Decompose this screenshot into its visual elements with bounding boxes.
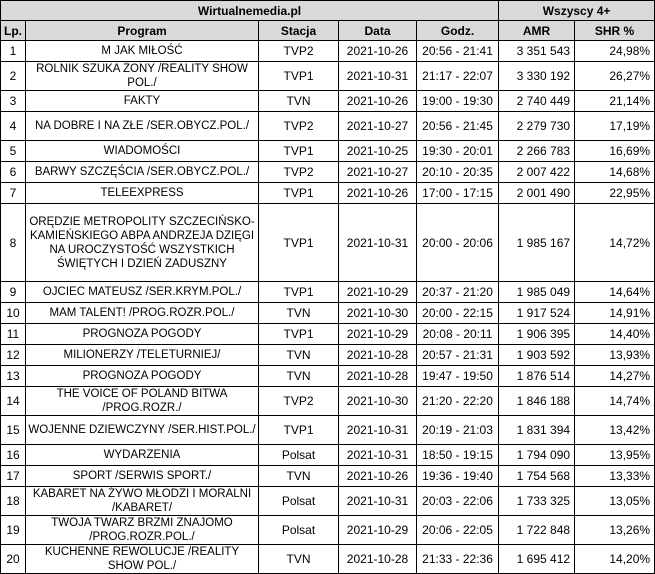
cell-program: WOJENNE DZIEWCZYNY /SER.HIST.POL./ (26, 416, 259, 445)
table-row (1, 345, 655, 366)
cell-data: 2021-10-27 (339, 112, 417, 141)
cell-lp: 20 (1, 545, 26, 574)
cell-lp: 17 (1, 466, 26, 487)
cell-lp: 16 (1, 445, 26, 466)
cell-program: PROGNOZA POGODY (26, 366, 259, 387)
cell-stacja: TVP1 (259, 204, 339, 282)
cell-data: 2021-10-30 (339, 303, 417, 324)
cell-program: ORĘDZIE METROPOLITY SZCZECIŃSKO-KAMIEŃSKIEGO ABPA ANDRZEJA DZIĘGI NA UROCZYSTOŚĆ WSZYSTKICH ŚWIĘTYCH I DZIEŃ ZADUSZNY (26, 204, 259, 282)
cell-amr: 2 001 490 (499, 183, 575, 204)
cell-shr: 13,93% (575, 345, 655, 366)
cell-amr: 2 266 783 (499, 141, 575, 162)
cell-shr: 14,72% (575, 204, 655, 282)
cell-data: 2021-10-28 (339, 345, 417, 366)
table-row (1, 387, 655, 416)
cell-stacja: TVP2 (259, 387, 339, 416)
cell-godz: 19:00 - 19:30 (417, 91, 499, 112)
cell-stacja: TVN (259, 303, 339, 324)
table-row (1, 324, 655, 345)
table-row (1, 204, 655, 282)
cell-godz: 21:20 - 22:20 (417, 387, 499, 416)
table-row (1, 282, 655, 303)
cell-shr: 13,05% (575, 487, 655, 516)
cell-stacja: TVN (259, 545, 339, 574)
table-row (1, 183, 655, 204)
cell-lp: 4 (1, 112, 26, 141)
cell-program: KABARET NA ŻYWO MŁODZI I MORALNI /KABARET/ (26, 487, 259, 516)
group-header: Wszyscy 4+ (499, 1, 655, 21)
cell-godz: 19:47 - 19:50 (417, 366, 499, 387)
cell-godz: 20:10 - 20:35 (417, 162, 499, 183)
cell-godz: 20:19 - 21:03 (417, 416, 499, 445)
table-body (1, 41, 655, 574)
cell-data: 2021-10-28 (339, 545, 417, 574)
cell-stacja: Polsat (259, 445, 339, 466)
cell-godz: 20:56 - 21:45 (417, 112, 499, 141)
cell-stacja: TVP1 (259, 282, 339, 303)
col-header-godz: Godz. (417, 21, 499, 41)
cell-data: 2021-10-31 (339, 204, 417, 282)
cell-amr: 2 740 449 (499, 91, 575, 112)
cell-stacja: TVN (259, 466, 339, 487)
cell-lp: 5 (1, 141, 26, 162)
cell-lp: 8 (1, 204, 26, 282)
cell-stacja: TVP1 (259, 324, 339, 345)
cell-data: 2021-10-31 (339, 487, 417, 516)
cell-shr: 13,26% (575, 516, 655, 545)
cell-program: OJCIEC MATEUSZ /SER.KRYM.POL./ (26, 282, 259, 303)
cell-lp: 14 (1, 387, 26, 416)
cell-data: 2021-10-29 (339, 282, 417, 303)
cell-data: 2021-10-27 (339, 162, 417, 183)
cell-stacja: TVP2 (259, 112, 339, 141)
col-header-lp: Lp. (1, 21, 26, 41)
cell-godz: 20:03 - 22:06 (417, 487, 499, 516)
cell-godz: 18:50 - 19:15 (417, 445, 499, 466)
cell-amr: 1 985 167 (499, 204, 575, 282)
cell-program: TELEEXPRESS (26, 183, 259, 204)
cell-lp: 18 (1, 487, 26, 516)
cell-godz: 20:57 - 21:31 (417, 345, 499, 366)
cell-data: 2021-10-30 (339, 387, 417, 416)
cell-lp: 11 (1, 324, 26, 345)
table-row (1, 112, 655, 141)
cell-data: 2021-10-31 (339, 445, 417, 466)
cell-data: 2021-10-26 (339, 466, 417, 487)
table-row (1, 41, 655, 62)
cell-amr: 3 351 543 (499, 41, 575, 62)
cell-data: 2021-10-29 (339, 516, 417, 545)
cell-lp: 10 (1, 303, 26, 324)
cell-shr: 17,19% (575, 112, 655, 141)
cell-program: KUCHENNE REWOLUCJE /REALITY SHOW POL./ (26, 545, 259, 574)
cell-data: 2021-10-31 (339, 416, 417, 445)
cell-shr: 14,40% (575, 324, 655, 345)
cell-program: BARWY SZCZĘŚCIA /SER.OBYCZ.POL./ (26, 162, 259, 183)
table-row (1, 303, 655, 324)
cell-godz: 20:56 - 21:41 (417, 41, 499, 62)
cell-program: TWOJA TWARZ BRZMI ZNAJOMO /PROG.ROZR.POL./ (26, 516, 259, 545)
cell-shr: 24,98% (575, 41, 655, 62)
cell-lp: 1 (1, 41, 26, 62)
cell-godz: 20:00 - 20:06 (417, 204, 499, 282)
cell-data: 2021-10-29 (339, 324, 417, 345)
cell-amr: 1 733 325 (499, 487, 575, 516)
table-row (1, 545, 655, 574)
col-header-amr: AMR (499, 21, 575, 41)
cell-amr: 2 279 730 (499, 112, 575, 141)
cell-stacja: TVP2 (259, 162, 339, 183)
cell-godz: 21:33 - 22:36 (417, 545, 499, 574)
table-row (1, 91, 655, 112)
cell-data: 2021-10-26 (339, 91, 417, 112)
cell-amr: 1 906 395 (499, 324, 575, 345)
cell-stacja: Polsat (259, 516, 339, 545)
cell-shr: 14,91% (575, 303, 655, 324)
table-row (1, 466, 655, 487)
table-row (1, 62, 655, 91)
cell-data: 2021-10-25 (339, 141, 417, 162)
cell-lp: 13 (1, 366, 26, 387)
cell-godz: 21:17 - 22:07 (417, 62, 499, 91)
cell-amr: 1 903 592 (499, 345, 575, 366)
cell-lp: 12 (1, 345, 26, 366)
cell-lp: 9 (1, 282, 26, 303)
cell-program: MILIONERZY /TELETURNIEJ/ (26, 345, 259, 366)
cell-amr: 1 917 524 (499, 303, 575, 324)
cell-amr: 1 794 090 (499, 445, 575, 466)
cell-stacja: TVP1 (259, 183, 339, 204)
cell-shr: 13,42% (575, 416, 655, 445)
header-row-top (1, 1, 655, 21)
cell-program: WYDARZENIA (26, 445, 259, 466)
table-row (1, 162, 655, 183)
col-header-program: Program (26, 21, 259, 41)
cell-lp: 15 (1, 416, 26, 445)
cell-shr: 13,33% (575, 466, 655, 487)
cell-amr: 1 831 394 (499, 416, 575, 445)
cell-stacja: Polsat (259, 487, 339, 516)
cell-program: SPORT /SERWIS SPORT./ (26, 466, 259, 487)
cell-stacja: TVP1 (259, 62, 339, 91)
cell-program: ROLNIK SZUKA ŻONY /REALITY SHOW POL./ (26, 62, 259, 91)
cell-stacja: TVN (259, 366, 339, 387)
cell-amr: 1 695 412 (499, 545, 575, 574)
cell-shr: 14,64% (575, 282, 655, 303)
cell-stacja: TVN (259, 91, 339, 112)
cell-stacja: TVP2 (259, 41, 339, 62)
cell-godz: 19:30 - 20:01 (417, 141, 499, 162)
cell-program: WIADOMOŚCI (26, 141, 259, 162)
table-row (1, 487, 655, 516)
cell-godz: 17:00 - 17:15 (417, 183, 499, 204)
cell-godz: 20:06 - 22:05 (417, 516, 499, 545)
cell-shr: 14,68% (575, 162, 655, 183)
cell-shr: 21,14% (575, 91, 655, 112)
col-header-data: Data (339, 21, 417, 41)
cell-data: 2021-10-28 (339, 366, 417, 387)
cell-shr: 26,27% (575, 62, 655, 91)
cell-amr: 1 722 848 (499, 516, 575, 545)
cell-program: THE VOICE OF POLAND BITWA /PROG.ROZR./ (26, 387, 259, 416)
cell-program: MAM TALENT! /PROG.ROZR.POL./ (26, 303, 259, 324)
table-row (1, 445, 655, 466)
cell-amr: 3 330 192 (499, 62, 575, 91)
cell-lp: 3 (1, 91, 26, 112)
cell-shr: 13,95% (575, 445, 655, 466)
cell-shr: 16,69% (575, 141, 655, 162)
cell-data: 2021-10-26 (339, 41, 417, 62)
cell-amr: 1 754 568 (499, 466, 575, 487)
cell-amr: 1 876 514 (499, 366, 575, 387)
cell-stacja: TVP1 (259, 416, 339, 445)
cell-shr: 14,74% (575, 387, 655, 416)
cell-program: M JAK MIŁOŚĆ (26, 41, 259, 62)
cell-amr: 1 985 049 (499, 282, 575, 303)
cell-shr: 22,95% (575, 183, 655, 204)
table-row (1, 516, 655, 545)
cell-godz: 20:08 - 20:11 (417, 324, 499, 345)
col-header-shr: SHR % (575, 21, 655, 41)
cell-shr: 14,27% (575, 366, 655, 387)
cell-amr: 1 846 188 (499, 387, 575, 416)
cell-program: NA DOBRE I NA ZŁE /SER.OBYCZ.POL./ (26, 112, 259, 141)
cell-stacja: TVN (259, 345, 339, 366)
cell-lp: 7 (1, 183, 26, 204)
table-row (1, 141, 655, 162)
cell-shr: 14,20% (575, 545, 655, 574)
header-row-columns (1, 21, 655, 41)
cell-data: 2021-10-26 (339, 183, 417, 204)
cell-data: 2021-10-31 (339, 62, 417, 91)
cell-godz: 20:00 - 22:15 (417, 303, 499, 324)
col-header-stacja: Stacja (259, 21, 339, 41)
cell-godz: 20:37 - 21:20 (417, 282, 499, 303)
table-row (1, 366, 655, 387)
cell-lp: 2 (1, 62, 26, 91)
cell-godz: 19:36 - 19:40 (417, 466, 499, 487)
cell-lp: 19 (1, 516, 26, 545)
cell-stacja: TVP1 (259, 141, 339, 162)
table-row (1, 416, 655, 445)
cell-program: FAKTY (26, 91, 259, 112)
cell-program: PROGNOZA POGODY (26, 324, 259, 345)
cell-amr: 2 007 422 (499, 162, 575, 183)
source-header: Wirtualnemedia.pl (1, 1, 499, 21)
cell-lp: 6 (1, 162, 26, 183)
